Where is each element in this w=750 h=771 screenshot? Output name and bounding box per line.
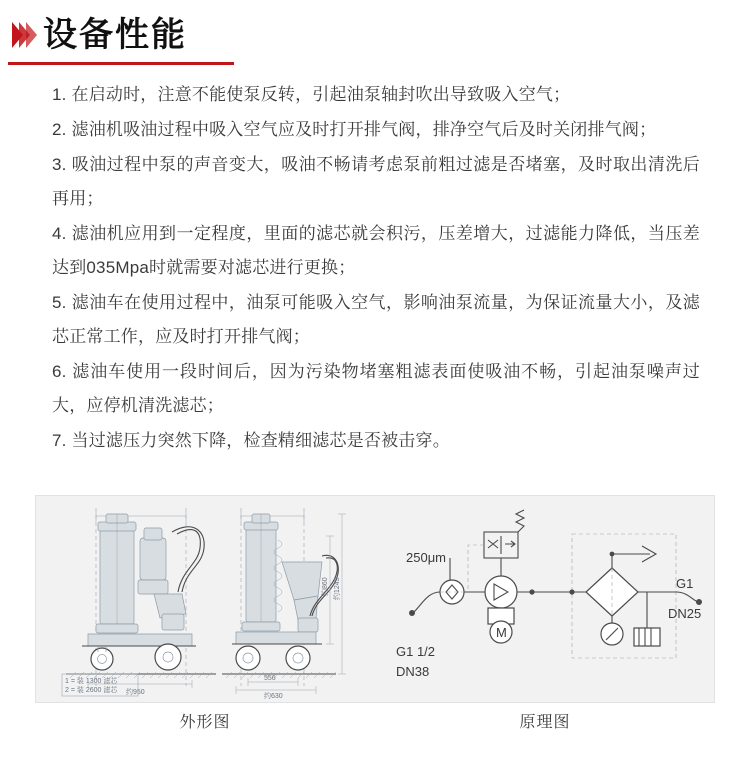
caption-schematic: 原理图 bbox=[519, 714, 571, 731]
figure-captions bbox=[35, 706, 715, 746]
outlet-port-label: G1 bbox=[676, 576, 694, 591]
note-item: 5. 滤油车在使用过程中，油泵可能吸入空气，影响油泵流量，为保证流量大小，及滤芯正常工作，应及时打开排气阀； bbox=[52, 293, 700, 346]
note-item: 6. 滤油车使用一段时间后，因为污染物堵塞粗滤表面使吸油不畅，引起油泵噪声过大，应停机清洗滤芯； bbox=[52, 362, 700, 415]
inlet-dn-label: DN38 bbox=[396, 664, 430, 679]
dimension-height-1: 约1249 bbox=[334, 577, 341, 600]
double-chevron-right-icon bbox=[12, 22, 33, 48]
page-title: 设备性能 bbox=[43, 16, 187, 54]
note-item: 1. 在启动时，注意不能使泵反转，引起油泵轴封吹出导致吸入空气； bbox=[52, 85, 571, 104]
dimension-front-width: 约950 bbox=[126, 689, 145, 696]
note-line-1: 1 = 装 1300 滤芯 bbox=[65, 678, 118, 685]
page-header bbox=[0, 0, 750, 56]
header-underline bbox=[8, 62, 234, 65]
dimension-side-width: 约630 bbox=[264, 693, 283, 700]
motor-label: M bbox=[496, 625, 507, 640]
outline-drawing bbox=[36, 496, 376, 702]
caption-outline: 外形图 bbox=[179, 714, 231, 731]
note-item: 7. 当过滤压力突然下降，检查精细滤芯是否被击穿。 bbox=[52, 431, 450, 450]
dimension-side-inner: 556 bbox=[264, 675, 276, 682]
figure-panel bbox=[35, 495, 715, 703]
note-item: 2. 滤油机吸油过程中吸入空气应及时打开排气阀，排净空气后及时关闭排气阀； bbox=[52, 120, 657, 139]
inlet-port-label: G1 1/2 bbox=[396, 644, 436, 659]
outlet-dn-label: DN25 bbox=[668, 606, 702, 621]
performance-notes-list bbox=[0, 56, 750, 458]
dimension-height-2: 约860 bbox=[322, 577, 329, 596]
note-item: 3. 吸油过程中泵的声音变大，吸油不畅请考虑泵前粗过滤是否堵塞，及时取出清洗后再用； bbox=[52, 155, 700, 208]
strainer-label: 250μm bbox=[406, 550, 447, 565]
hydraulic-schematic bbox=[376, 496, 714, 702]
note-line-2: 2 = 装 2600 滤芯 bbox=[65, 687, 118, 694]
note-item: 4. 滤油机应用到一定程度，里面的滤芯就会积污，压差增大，过滤能力降低，当压差达到035Mpa时就需要对滤芯进行更换； bbox=[52, 224, 700, 277]
